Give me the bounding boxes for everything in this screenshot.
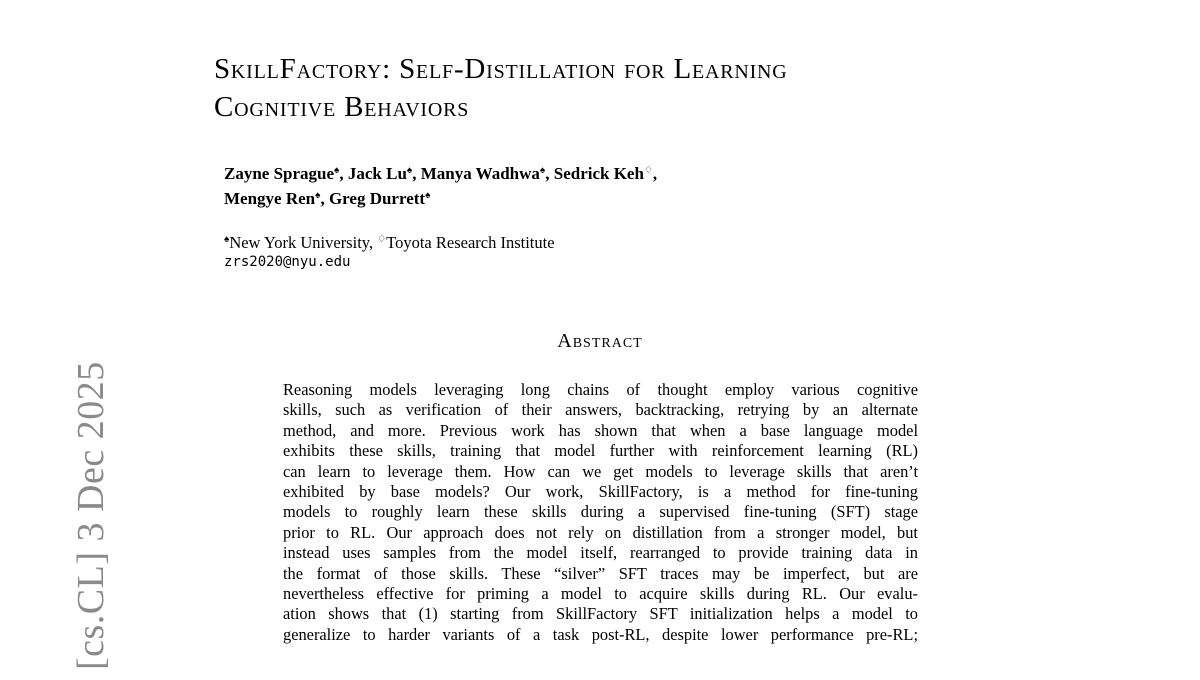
author-separator: , xyxy=(339,164,348,183)
arxiv-side-stamp xyxy=(27,340,112,680)
abstract-line: the format of those skills. These “silver” SFT traces may be imperfect, but are xyxy=(283,563,918,583)
abstract-line: exhibited by base models? Our work, SkillFactory, is a method for fine-tuning xyxy=(283,482,918,502)
author-line-1 xyxy=(224,160,924,185)
affiliation-mark: ♢ xyxy=(643,165,653,176)
affiliation-mark: ♠ xyxy=(334,165,340,176)
affiliation-mark: ♠ xyxy=(425,190,431,201)
author-line-2 xyxy=(224,185,924,210)
author-separator: , xyxy=(652,164,658,183)
author-name: Greg Durrett xyxy=(328,189,426,208)
author-name: Jack Lu xyxy=(347,164,407,183)
affiliation-mark: ♠ xyxy=(315,190,321,201)
abstract-line: models to roughly learn these skills during a supervised fine-tuning (SFT) stage xyxy=(283,502,918,522)
affiliation-mark: ♢ xyxy=(377,234,387,245)
paper-title xyxy=(214,50,1034,126)
affiliations xyxy=(224,230,555,253)
title-line-1: SkillFactory: Self-Distillation for Learning xyxy=(214,53,788,85)
abstract-body xyxy=(283,380,918,645)
author-name: Manya Wadhwa xyxy=(420,164,540,183)
author-separator: , xyxy=(412,164,421,183)
abstract-line: exhibits these skills, training that model further with reinforcement learning (RL) xyxy=(283,441,918,461)
author-separator: , xyxy=(545,164,554,183)
affiliation-mark: ♠ xyxy=(406,165,413,176)
title-line-2: Cognitive Behaviors xyxy=(214,91,470,123)
abstract-line: prior to RL. Our approach does not rely on distillation from a stronger model, but xyxy=(283,522,918,542)
author-separator: , xyxy=(320,189,329,208)
contact-email: zrs2020@nyu.edu xyxy=(224,254,351,270)
abstract-line: skills, such as verification of their answers, backtracking, retrying by an alternate xyxy=(283,400,918,420)
abstract-line: Reasoning models leveraging long chains of thought employ various cognitive xyxy=(283,380,918,399)
abstract-line: nevertheless effective for priming a model to acquire skills during RL. Our evalu- xyxy=(283,584,918,604)
abstract-line: generalize to harder variants of a task post-RL, despite lower performance pre-RL; xyxy=(283,624,918,644)
author-name: Zayne Sprague xyxy=(224,164,335,183)
abstract-heading: Abstract xyxy=(557,330,643,352)
abstract-line: instead uses samples from the model itself, rearranged to provide training data in xyxy=(283,543,918,563)
affiliation-mark: ♠ xyxy=(539,165,546,176)
author-name: Sedrick Keh xyxy=(553,164,644,183)
abstract-line: method, and more. Previous work has shown that when a base language model xyxy=(283,420,918,440)
abstract-line: can learn to leverage them. How can we get models to leverage skills that aren’t xyxy=(283,461,918,481)
abstract-line: ation shows that (1) starting from SkillFactory SFT initialization helps a model to xyxy=(283,604,918,624)
arxiv-stamp-text: [cs.CL] 3 Dec 2025 xyxy=(70,361,112,670)
author-list xyxy=(224,160,924,210)
author-name: Mengye Ren xyxy=(224,189,316,208)
affiliation-mark: ♠ xyxy=(224,234,230,245)
affiliation-tri: Toyota Research Institute xyxy=(386,233,555,252)
affiliation-nyu: New York University, xyxy=(229,233,378,252)
